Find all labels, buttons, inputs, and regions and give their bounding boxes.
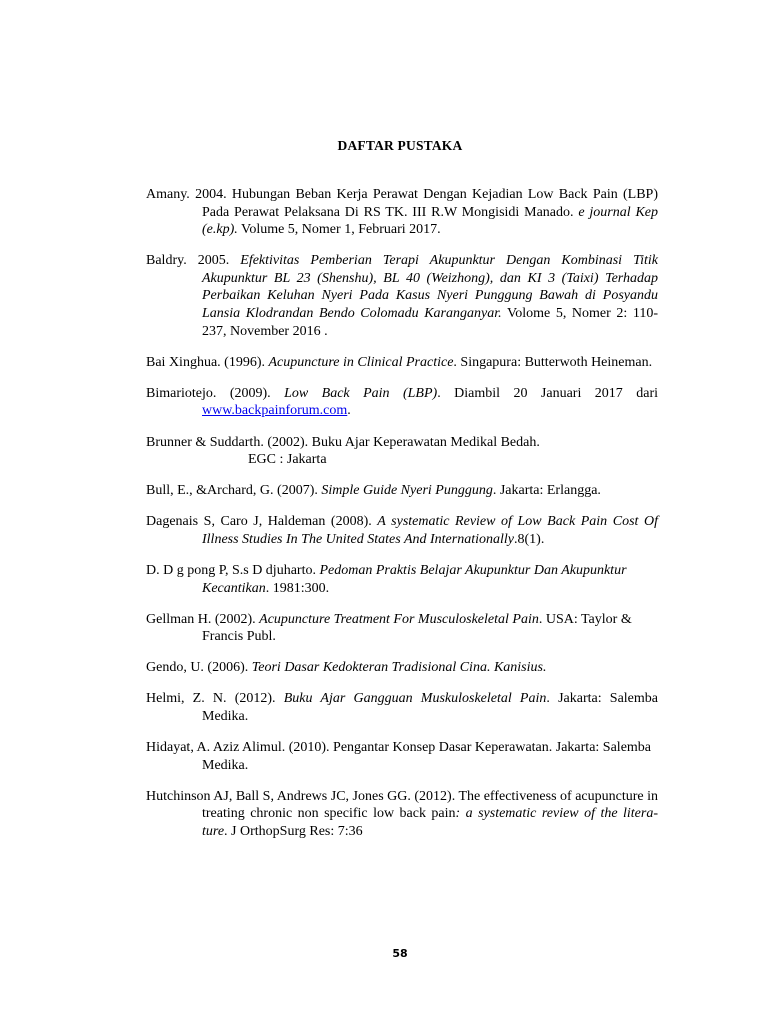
reference-amany: Amany. 2004. Hubungan Beban Kerja Perawat Dengan Kejadian Low Back Pain (LBP) Pada Perawat Pelaksana Di RS TK. III R.W Mongisidi Manado. e journal Kep (e.kp). Volume 5, Nomer 1, Februari 2017. — [146, 187, 658, 238]
reference-bimariotejo: Bimariotejo. (2009). Low Back Pain (LBP). Diambil 20 Januari 2017 dari www.backpainforum.com. — [146, 385, 659, 419]
page-number: 58 — [392, 947, 408, 960]
reference-gendo: Gendo, U. (2006). Teori Dasar Kedokteran Tradisional Cina. Kanisius. — [146, 660, 547, 676]
reference-bai: Bai Xinghua. (1996). Acupuncture in Clinical Practice. Singapura: Butterwoth Heineman. — [146, 354, 653, 370]
reference-ddg-pong: D. D g pong P, S.s D djuharto. Pedoman Praktis Belajar Akupunktur Dan Akupunktur Kecantikan. 1981:300. — [146, 563, 627, 596]
reference-baldry: Baldry. 2005. Efektivitas Pemberian Terapi Akupunktur Dengan Kombinasi Titik Akupunktur BL 23 (Shenshu), BL 40 (Weizhong), dan KI 3 (Taixi) Terhadap Perbaikan Keluhan Nyeri Pada Kasus Nyeri Punggung Bawah di Posyandu Lansia Klodrandan Bendo Colomadu Karanganyar. Volome 5, Nomer 2: 110-237, November 2016 . — [146, 253, 658, 339]
reference-dagenais: Dagenais S, Caro J, Haldeman (2008). A systematic Review of Low Back Pain Cost Of Illness Studies In The United States And Internationally.8(1). — [146, 514, 658, 547]
reference-helmi: Helmi, Z. N. (2012). Buku Ajar Gangguan Muskuloskeletal Pain. Jakarta: Salemba Medika. — [146, 691, 658, 725]
page-title: DAFTAR PUSTAKA — [337, 138, 463, 153]
reference-brunner: Brunner & Suddarth. (2002). Buku Ajar Keperawatan Medikal Bedah. EGC : Jakarta — [146, 434, 540, 468]
reference-hidayat: Hidayat, A. Aziz Alimul. (2010). Pengantar Konsep Dasar Keperawatan. Jakarta: Salemba Medika. — [146, 740, 652, 773]
reference-gellman: Gellman H. (2002). Acupuncture Treatment For Musculoskeletal Pain. USA: Taylor & Francis Publ. — [146, 611, 632, 645]
reference-hutchinson: Hutchinson AJ, Ball S, Andrews JC, Jones GG. (2012). The effectiveness of acupuncture in treating chronic non specific low back pain: a systematic review of the litera-ture. J OrthopSurg Res: 7:36 — [146, 788, 658, 840]
reference-list — [146, 186, 658, 854]
backpainforum-link[interactable]: www.backpainforum.com — [202, 403, 348, 419]
reference-bull: Bull, E., &Archard, G. (2007). Simple Guide Nyeri Punggung. Jakarta: Erlangga. — [146, 483, 601, 499]
